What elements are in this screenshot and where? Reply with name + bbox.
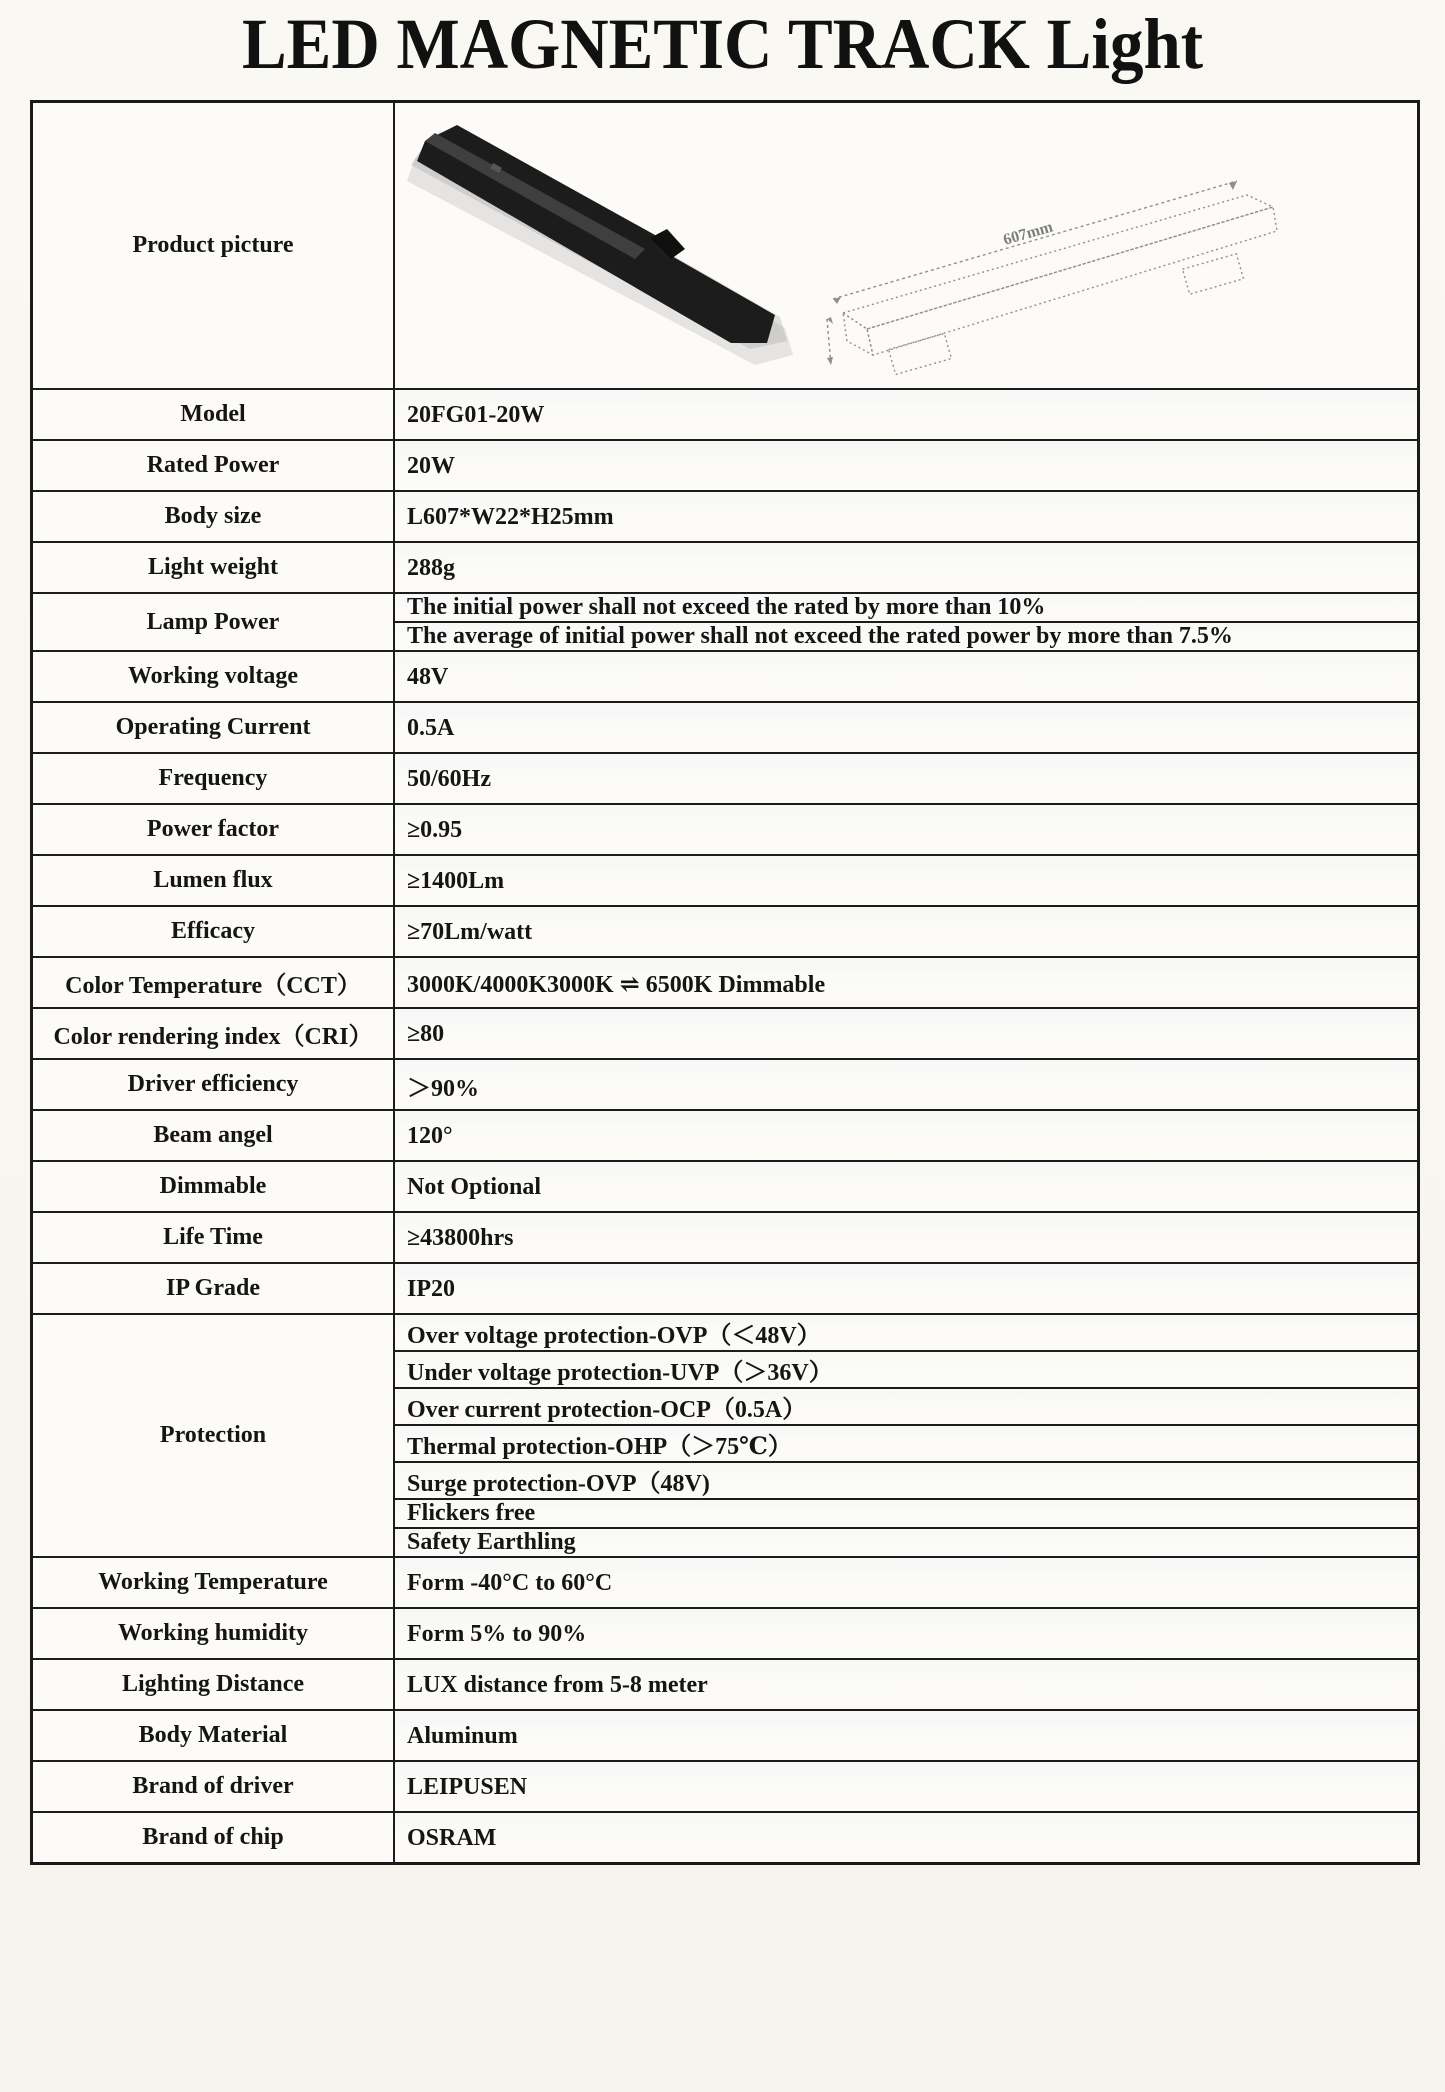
table-row-body-material [33,1709,1417,1760]
table-row-lumen-flux [33,854,1417,905]
row-label-cri: Color rendering index（CRI） [33,1009,395,1058]
row-label-working-humidity: Working humidity [33,1609,395,1658]
row-value-brand-of-driver: LEIPUSEN [395,1762,1417,1813]
row-value-body-material: Aluminum [395,1711,1417,1762]
row-label-brand-of-driver: Brand of driver [33,1762,395,1811]
table-row-power-factor [33,803,1417,854]
row-value-cri: ≥80 [395,1009,1417,1060]
lamp-power-value-2: The average of initial power shall not exceed the rated power by more than 7.5% [395,621,1417,650]
row-label-lighting-distance: Lighting Distance [33,1660,395,1709]
table-row-brand-of-chip [33,1811,1417,1862]
table-row-ip-grade [33,1262,1417,1313]
table-row-lighting-distance [33,1658,1417,1709]
table-row-working-temperature [33,1556,1417,1607]
row-value-light-weight: 288g [395,543,1417,594]
row-value-beam-angle: 120° [395,1111,1417,1162]
row-label-model: Model [33,390,395,439]
table-row-protection [33,1313,1417,1556]
row-label-efficacy: Efficacy [33,907,395,956]
protection-value-flickers: Flickers free [395,1498,1417,1527]
table-row-frequency [33,752,1417,803]
protection-value-ohp: Thermal protection-OHP（＞75℃） [395,1424,1417,1461]
table-row-rated-power [33,439,1417,490]
row-value-operating-current: 0.5A [395,703,1417,754]
row-value-driver-efficiency: ＞90% [395,1060,1417,1111]
row-label-lamp-power: Lamp Power [33,594,395,650]
table-row-product-picture [33,103,1417,388]
row-value-body-size: L607*W22*H25mm [395,492,1417,543]
table-row-dimmable [33,1160,1417,1211]
row-label-lumen-flux: Lumen flux [33,856,395,905]
row-label-driver-efficiency: Driver efficiency [33,1060,395,1109]
row-label-product-picture: Product picture [33,103,395,388]
row-label-light-weight: Light weight [33,543,395,592]
row-value-working-temperature: Form -40°C to 60°C [395,1558,1417,1609]
row-label-body-size: Body size [33,492,395,541]
table-row-operating-current [33,701,1417,752]
lamp-power-value-1: The initial power shall not exceed the rated by more than 10% [395,594,1417,621]
spec-table [30,100,1420,1865]
row-value-brand-of-chip: OSRAM [395,1813,1417,1864]
table-row-driver-efficiency [33,1058,1417,1109]
table-row-efficacy [33,905,1417,956]
row-label-color-temperature: Color Temperature（CCT） [33,958,395,1007]
row-label-protection: Protection [33,1315,395,1556]
table-row-lamp-power [33,592,1417,650]
row-value-rated-power: 20W [395,441,1417,492]
lamp-power-values [395,594,1417,650]
table-row-working-humidity [33,1607,1417,1658]
page-title: LED MAGNETIC TRACK Light [241,4,1204,85]
product-picture-cell [395,103,1418,388]
row-value-efficacy: ≥70Lm/watt [395,907,1417,958]
row-value-frequency: 50/60Hz [395,754,1417,805]
protection-value-surge: Surge protection-OVP（48V) [395,1461,1417,1498]
protection-value-ocp: Over current protection-OCP（0.5A） [395,1387,1417,1424]
product-photo [407,125,793,365]
protection-value-earthing: Safety Earthling [395,1527,1417,1556]
table-row-life-time [33,1211,1417,1262]
protection-values [395,1315,1417,1556]
row-label-rated-power: Rated Power [33,441,395,490]
row-label-frequency: Frequency [33,754,395,803]
table-row-light-weight [33,541,1417,592]
row-value-life-time: ≥43800hrs [395,1213,1417,1264]
row-label-ip-grade: IP Grade [33,1264,395,1313]
row-value-working-humidity: Form 5% to 90% [395,1609,1417,1660]
row-label-dimmable: Dimmable [33,1162,395,1211]
table-row-model [33,388,1417,439]
table-row-cri [33,1007,1417,1058]
table-row-body-size [33,490,1417,541]
row-label-life-time: Life Time [33,1213,395,1262]
row-label-body-material: Body Material [33,1711,395,1760]
row-label-operating-current: Operating Current [33,703,395,752]
row-value-model: 20FG01-20W [395,390,1417,441]
table-row-color-temperature [33,956,1417,1007]
row-value-dimmable: Not Optional [395,1162,1417,1213]
row-value-lighting-distance: LUX distance from 5-8 meter [395,1660,1417,1711]
protection-value-uvp: Under voltage protection-UVP（＞36V） [395,1350,1417,1387]
row-value-ip-grade: IP20 [395,1264,1417,1315]
row-label-working-temperature: Working Temperature [33,1558,395,1607]
row-label-power-factor: Power factor [33,805,395,854]
protection-value-ovp: Over voltage protection-OVP（＜48V） [395,1315,1417,1350]
product-images [395,103,1418,388]
row-label-working-voltage: Working voltage [33,652,395,701]
row-label-beam-angle: Beam angel [33,1111,395,1160]
table-row-brand-of-driver [33,1760,1417,1811]
row-value-lumen-flux: ≥1400Lm [395,856,1417,907]
dimension-label: 607mm [1001,218,1055,249]
row-value-working-voltage: 48V [395,652,1417,703]
table-row-working-voltage [33,650,1417,701]
row-value-power-factor: ≥0.95 [395,805,1417,856]
row-label-brand-of-chip: Brand of chip [33,1813,395,1862]
row-value-color-temperature: 3000K/4000K3000K ⇌ 6500K Dimmable [395,958,1417,1009]
table-row-beam-angle [33,1109,1417,1160]
